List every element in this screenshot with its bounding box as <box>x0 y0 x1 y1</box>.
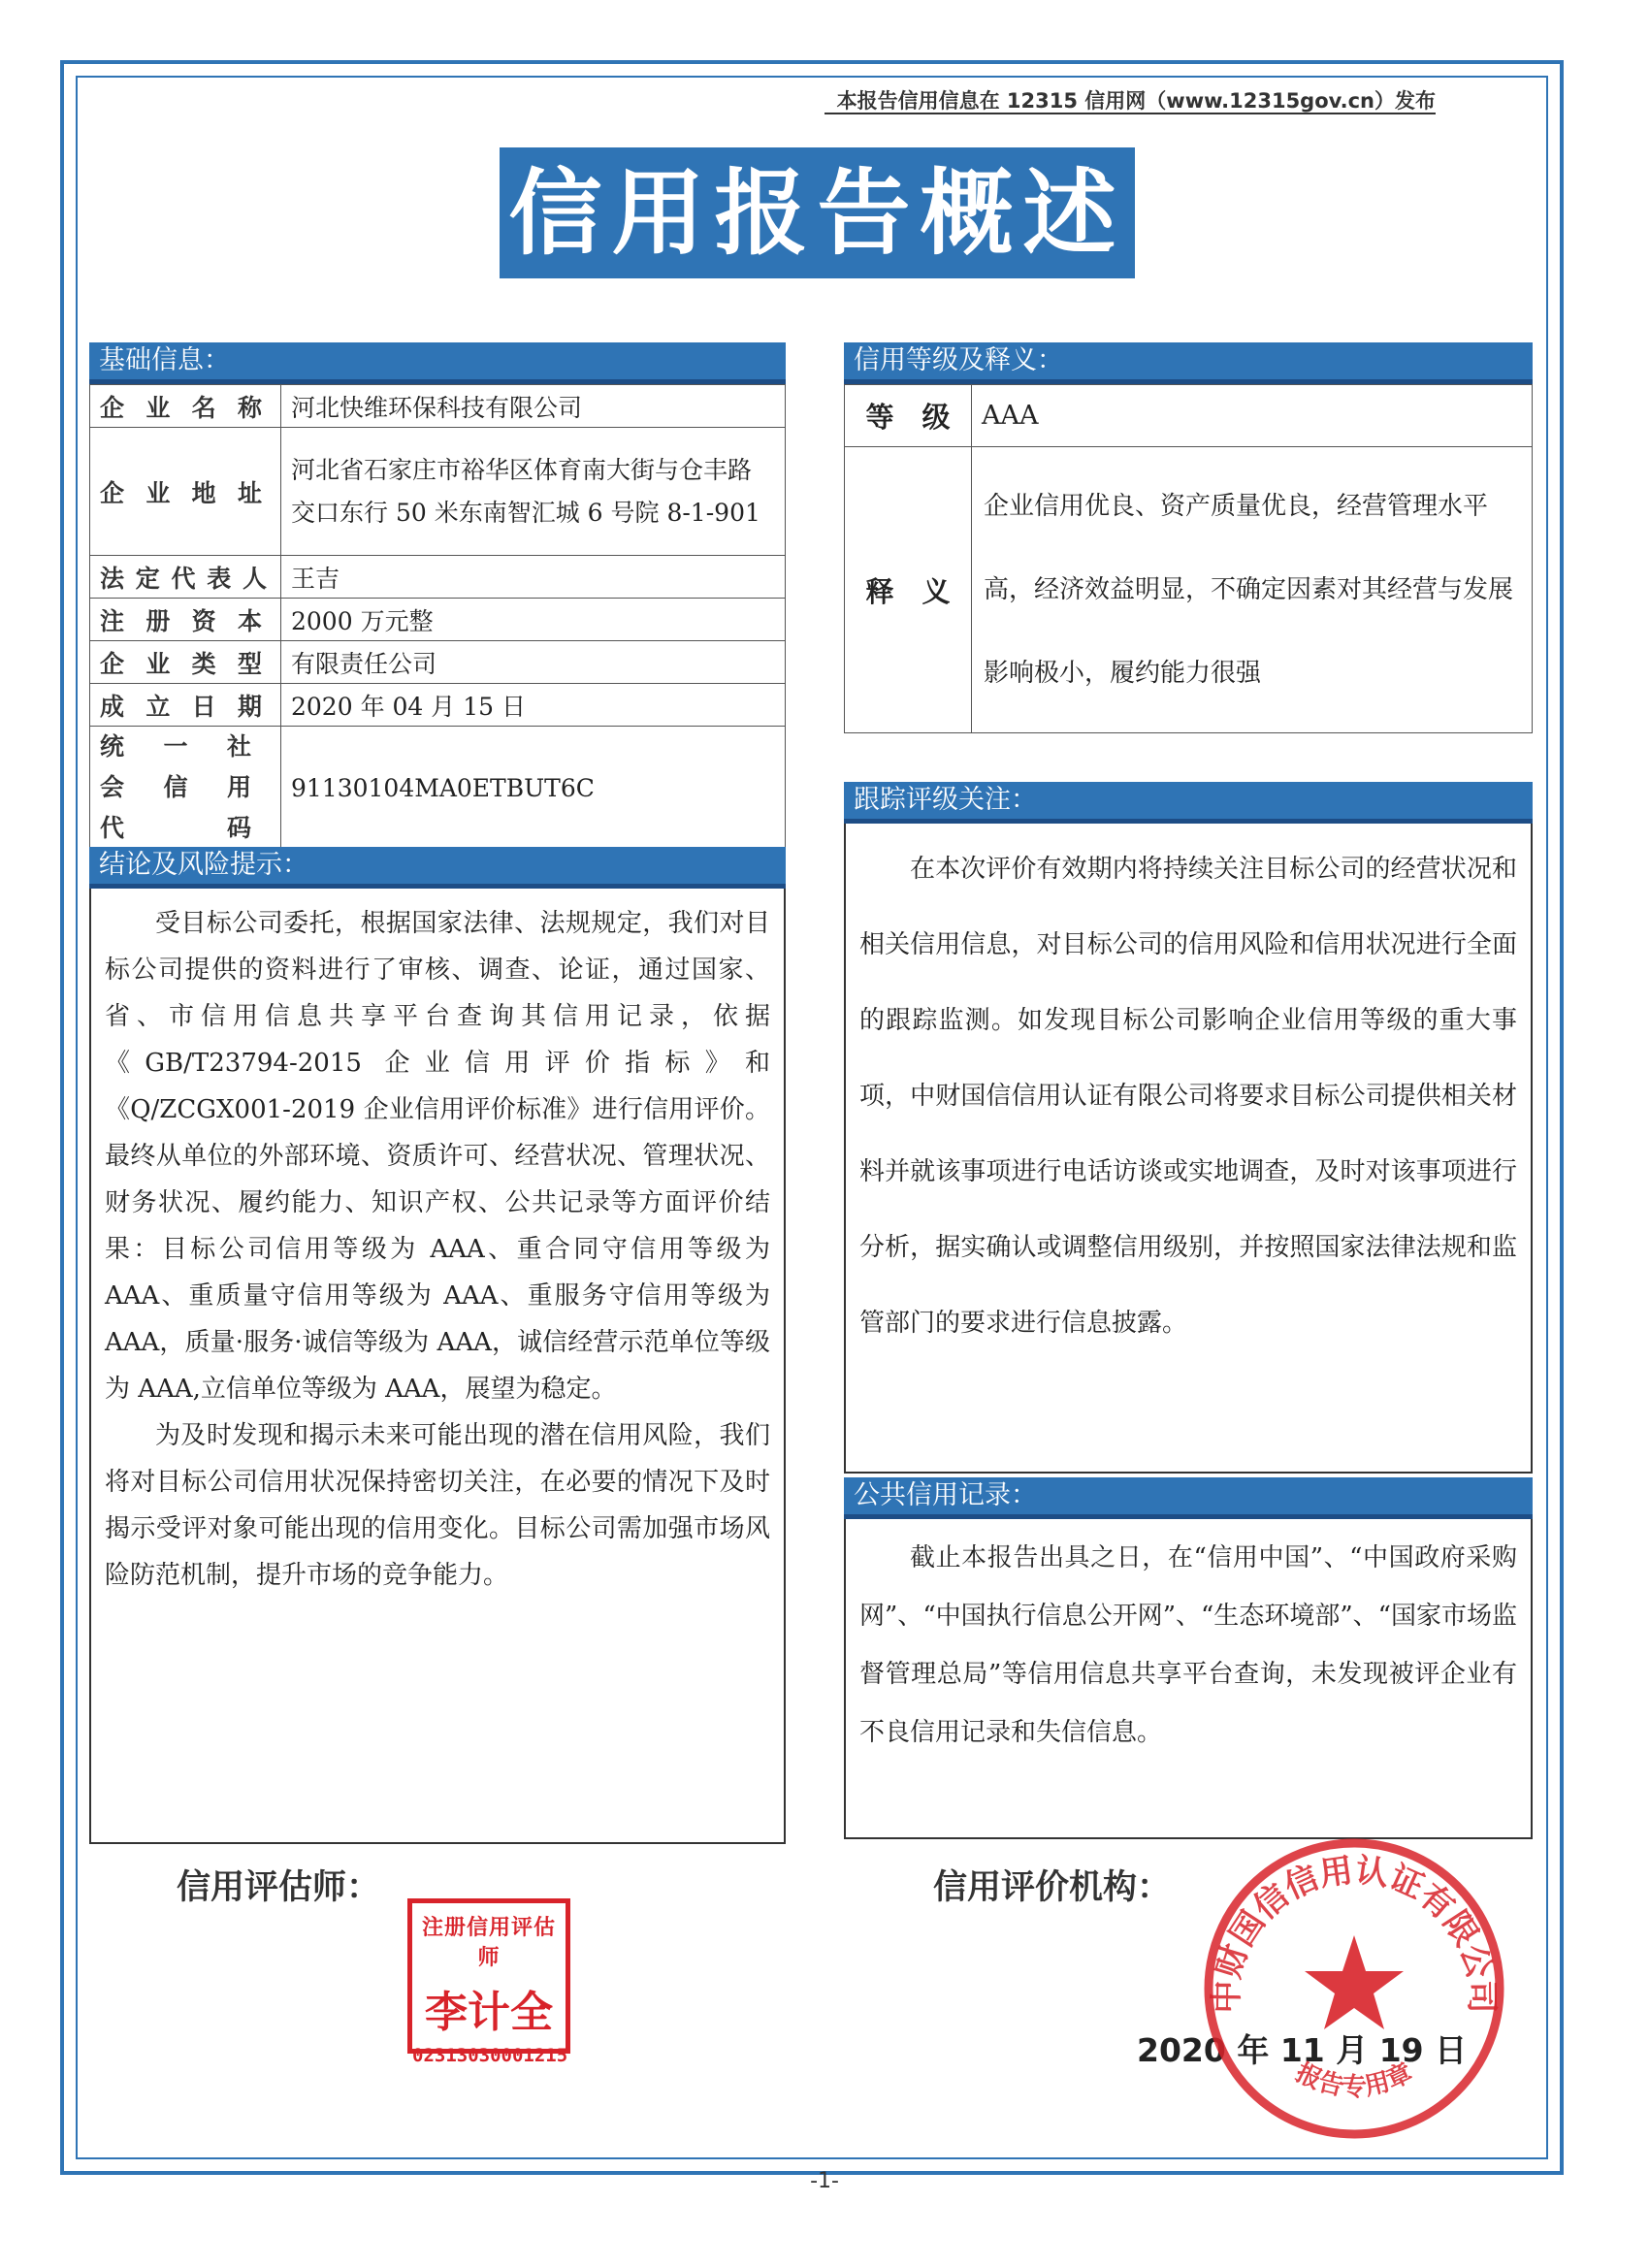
public-record-box <box>844 1519 1533 1839</box>
table-row <box>90 641 786 684</box>
table-row <box>90 556 786 599</box>
field-label: 企业类型 <box>90 641 281 684</box>
meaning-value: 企业信用优良、资产质量优良，经营管理水平高，经济效益明显，不确定因素对其经营与发展影响极小，履约能力很强 <box>972 447 1533 733</box>
basic-info-section <box>89 342 786 850</box>
basic-info-table <box>89 384 786 850</box>
public-record-section <box>844 1477 1533 1839</box>
field-label: 企业名称 <box>90 385 281 428</box>
page-title: 信用报告概述 <box>500 147 1135 278</box>
field-label: 法定代表人 <box>90 556 281 599</box>
seal-star-icon <box>1305 1935 1404 2029</box>
assessor-stamp-number: 02313030001215 <box>412 2045 568 2066</box>
assessor-stamp-name: 李计全 <box>425 1988 553 2037</box>
grade-table <box>844 384 1533 733</box>
assessor-stamp-title: 注册信用评估师 <box>421 1916 556 1970</box>
assessor-stamp <box>407 1898 570 2066</box>
table-row <box>90 727 786 850</box>
table-row <box>90 599 786 641</box>
grade-heading: 信用等级及释义： <box>844 342 1533 384</box>
public-record-heading: 公共信用记录： <box>844 1477 1533 1519</box>
agency-seal <box>1199 1833 1509 2144</box>
public-record-paragraph: 截止本报告出具之日，在“信用中国”、“中国政府采购网”、“中国执行信息公开网”、“生态环境部”、“国家市场监督管理总局”等信用信息共享平台查询，未发现被评企业有不良信用记录和失信信息。 <box>859 1543 1517 1747</box>
conclusion-heading: 结论及风险提示： <box>89 847 786 889</box>
page-number: -1- <box>810 2169 839 2193</box>
assessor-label: 信用评估师： <box>177 1868 381 1907</box>
table-row <box>845 447 1533 733</box>
header-underline <box>824 113 1436 114</box>
grade-label: 等 级 <box>845 385 972 447</box>
field-value: 王吉 <box>281 556 786 599</box>
table-row <box>90 428 786 556</box>
conclusion-paragraph-1: 受目标公司委托，根据国家法律、法规规定，我们对目标公司提供的资料进行了审核、调查、论证，通过国家、省、市信用信息共享平台查询其信用记录，依据《GB/T23794-2015 企业信用评价指标》和《Q/ZCGX001-2019 企业信用评价标准》进行信用评价。最终从单位的外部环境、资质许可、经营状况、管理状况、财务状况、履约能力、知识产权、公共记录等方面评价结果：目标公司信用等级为 AAA、重合同守信用等级为 AAA、重质量守信用等级为 AAA、重服务守信用等级为 AAA，质量·服务·诚信等级为 AAA，诚信经营示范单位等级为 AAA,立信单位等级为 AAA，展望为稳定。 <box>105 909 770 1404</box>
grade-section <box>844 342 1533 733</box>
tracking-box <box>844 824 1533 1474</box>
field-value: 有限责任公司 <box>281 641 786 684</box>
field-value: 91130104MA0ETBUT6C <box>281 727 786 850</box>
conclusion-paragraph-2: 为及时发现和揭示未来可能出现的潜在信用风险，我们将对目标公司信用状况保持密切关注，在必要的情况下及时揭示受评对象可能出现的信用变化。目标公司需加强市场风险防范机制，提升市场的竞争能力。 <box>105 1421 770 1590</box>
field-value: 2000 万元整 <box>281 599 786 641</box>
tracking-section <box>844 782 1533 1474</box>
field-label: 企业地址 <box>90 428 281 556</box>
table-row <box>845 385 1533 447</box>
agency-label: 信用评价机构： <box>933 1868 1172 1907</box>
tracking-heading: 跟踪评级关注： <box>844 782 1533 824</box>
field-value: 2020 年 04 月 15 日 <box>281 684 786 727</box>
issue-date: 2020 年 11 月 19 日 <box>1137 2031 1468 2069</box>
field-value: 河北省石家庄市裕华区体育南大街与仓丰路交口东行 50 米东南智汇城 6 号院 8-1-901 <box>281 428 786 556</box>
seal-text: 中财国信信用认证有限公司 <box>1207 1851 1502 2014</box>
basic-info-heading: 基础信息： <box>89 342 786 384</box>
table-row <box>90 684 786 727</box>
header-note: 本报告信用信息在 12315 信用网（www.12315gov.cn）发布 <box>836 89 1436 113</box>
conclusion-section <box>89 847 786 1844</box>
conclusion-box <box>89 889 786 1844</box>
table-row <box>90 385 786 428</box>
meaning-label: 释 义 <box>845 447 972 733</box>
grade-value: AAA <box>972 385 1533 447</box>
seal-bottom-text: 报告专用章 <box>1291 2057 1417 2102</box>
field-label: 成立日期 <box>90 684 281 727</box>
field-label: 统一社会信用代码 <box>90 727 281 850</box>
tracking-paragraph: 在本次评价有效期内将持续关注目标公司的经营状况和相关信用信息，对目标公司的信用风险和信用状况进行全面的跟踪监测。如发现目标公司影响企业信用等级的重大事项，中财国信信用认证有限公司将要求目标公司提供相关材料并就该事项进行电话访谈或实地调查，及时对该事项进行分析，据实确认或调整信用级别，并按照国家法律法规和监管部门的要求进行信息披露。 <box>859 855 1517 1338</box>
field-value: 河北快维环保科技有限公司 <box>281 385 786 428</box>
field-label: 注册资本 <box>90 599 281 641</box>
